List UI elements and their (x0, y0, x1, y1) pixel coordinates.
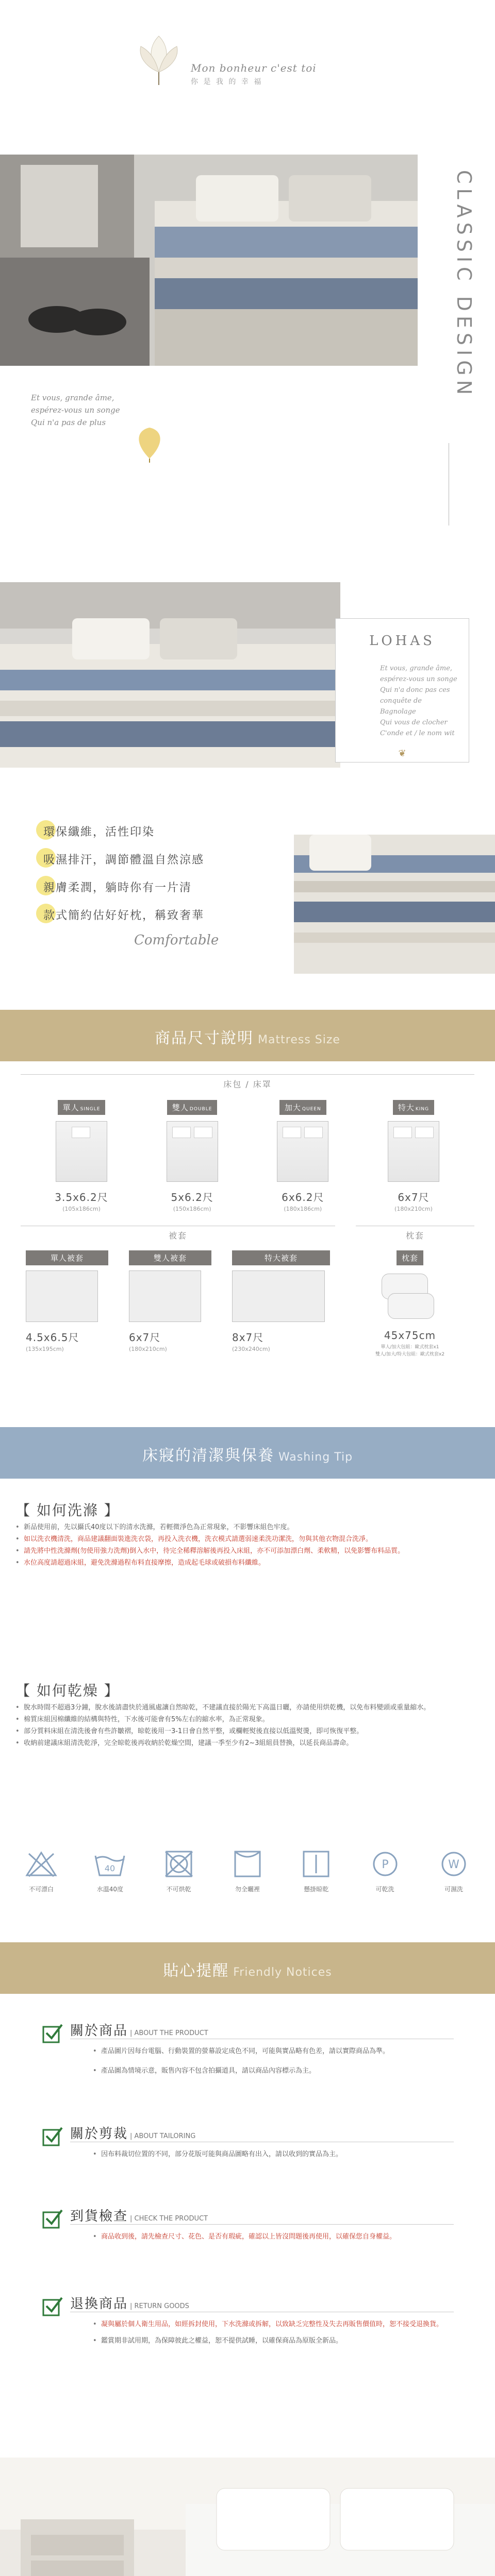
bed-size-card (35, 1100, 128, 1212)
tag-en: QUEEN (302, 1107, 321, 1112)
notice-line (93, 2318, 454, 2331)
no-bleach-icon (24, 1850, 59, 1878)
bedroom-photo (0, 2458, 495, 2576)
pillow-icon (172, 1127, 191, 1138)
care-icon (15, 1850, 67, 1893)
how-dry-heading: 【 如何乾燥 】 (15, 1682, 120, 1699)
size-name: 4.5x6.5尺 (26, 1331, 79, 1344)
bed-icon (277, 1121, 328, 1182)
feature-item (36, 903, 284, 926)
wash-dry-section (15, 1682, 480, 1749)
svg-text:P: P (382, 1858, 389, 1871)
size-tag (167, 1100, 218, 1115)
notice-body (41, 2148, 454, 2161)
lohas-text (380, 663, 457, 739)
pillow-icon (393, 1127, 412, 1138)
checkbox-icon (41, 2022, 64, 2044)
spacer (335, 1244, 356, 1358)
quilt-group-title: 被套 (21, 1226, 335, 1244)
ginkgo-leaf-icon (129, 422, 170, 464)
pillow-icon (304, 1127, 323, 1138)
care-icon (84, 1850, 136, 1893)
size-name: 8x7尺 (232, 1331, 264, 1344)
quilt-icon (129, 1270, 201, 1322)
line-dry-icon (299, 1850, 334, 1878)
feature-item (36, 847, 284, 871)
feature-list (36, 819, 284, 930)
dry-item: • 部分質料床組在清洗後會有些許皺褶，晾乾後用一3-1日會自然平整，或欄輕熨後直接以低溫熨燙，即可恢復平整。 (15, 1725, 480, 1737)
notice-title-en: | ABOUT TAILORING (130, 2132, 196, 2140)
notice-heading (41, 2298, 454, 2313)
care-icon-label: 不可烘乾 (166, 1886, 191, 1893)
wash-item (15, 1557, 480, 1569)
notice-item (41, 2128, 454, 2161)
notice-title-text: 關於剪裁 (70, 2126, 128, 2142)
caption-line: Qui n'a pas de plus (31, 418, 106, 427)
wash-item (15, 1545, 480, 1557)
note-line: 單人/加大包組：歐式枕套x1 (381, 1345, 439, 1350)
wash-40-icon (92, 1850, 127, 1878)
notice-section-header (0, 1942, 495, 1994)
lohas-line: Et vous, grande âme, (380, 665, 453, 672)
size-tag (279, 1100, 326, 1115)
care-icon (428, 1850, 480, 1893)
bed-icon (167, 1121, 218, 1182)
size-dim: (135x195cm) (26, 1346, 64, 1352)
dry-item: • 脫水時間不超過3分鐘，脫水後請盡快於通風處讓自然晾乾，不建議直接於陽光下高溫日曬，亦請使用烘乾機，以免布料變頭或重量縮水。 (15, 1702, 480, 1714)
size-tag: 雙人被套 (129, 1250, 211, 1265)
bed-size-card (367, 1100, 460, 1212)
checkbox-icon (41, 2207, 64, 2230)
dry-item: • 收納前建議床組清洗乾淨，完全晾乾後再收納於乾燥空間，建議一季至少有2~3組組員替換，以延長商品壽命。 (15, 1737, 480, 1749)
size-dim: (105x186cm) (62, 1206, 101, 1212)
pillowcase-icon (356, 1270, 464, 1322)
tag-zh: 加大 (284, 1103, 301, 1112)
tag-zh: 特大 (398, 1103, 415, 1112)
care-icon-label: 不可漂白 (28, 1886, 54, 1893)
pillow-icon (72, 1127, 90, 1138)
lohas-card (335, 618, 469, 762)
size-tag: 枕套 (397, 1250, 423, 1265)
product-bed-photo (0, 582, 340, 768)
wash-item: • 新品使用前，先以攝氏40度以下的清水洗滌，若輕微淨色為正常現象，不影響床組色牢度。 (15, 1521, 480, 1533)
size-dim: (150x186cm) (173, 1206, 211, 1212)
wash-item-text: 水位高度請超過床組，避免洗滌過程布料直接摩擦，造成起毛球或破損布料纖維。 (24, 1559, 266, 1567)
tag-en: SINGLE (80, 1107, 101, 1112)
lohas-line: C'onde et / le nom wit (380, 730, 455, 737)
wet-clean-icon (436, 1850, 471, 1878)
dry-item: • 棉質床組因棉纖維的結構與特性，下水後可能會有5%左右的縮水率，為正常現象。 (15, 1714, 480, 1725)
notice-title (0, 1958, 495, 1980)
wash-title-zh: 床寢的清潔與保養 (142, 1447, 274, 1465)
size-chart (21, 1074, 474, 1358)
size-tag: 單人被套 (26, 1250, 108, 1265)
size-tag (393, 1100, 434, 1115)
product-detail-photo (294, 835, 495, 974)
pillow-card (356, 1244, 464, 1358)
size-tag: 特大被套 (232, 1250, 330, 1265)
size-dim: (180x210cm) (129, 1346, 167, 1352)
care-icon-label: 可濕洗 (444, 1886, 463, 1893)
bed-group-title: 床包 / 床罩 (21, 1074, 474, 1093)
tagline-zh: 你 是 我 的 幸 福 (191, 78, 263, 86)
bed-size-row (21, 1093, 474, 1212)
caption-line: espérez-vous un songe (31, 405, 120, 415)
lohas-line: conquête de Bagnolage (380, 697, 422, 716)
note-line: 雙人/加大/特大包組：歐式枕套x2 (375, 1352, 445, 1357)
size-title (0, 1025, 495, 1048)
bed-size-card (146, 1100, 239, 1212)
caption-line: Et vous, grande âme, (31, 393, 114, 402)
size-title-zh: 商品尺寸說明 (155, 1029, 254, 1047)
wash-section-header (0, 1427, 495, 1479)
lohas-line: Qui vous de clocher (380, 719, 448, 726)
feature-item (36, 875, 284, 899)
notice-title-text: 關於商品 (70, 2023, 128, 2039)
feature-text: 親膚柔潤，躺時你有一片清 (43, 882, 192, 894)
size-dim: (230x240cm) (232, 1346, 270, 1352)
size-name: 45x75cm (384, 1329, 436, 1342)
pillow-icon (415, 1127, 434, 1138)
feature-item (36, 819, 284, 843)
feature-text: 款式簡約估好好枕，稱致奢華 (43, 909, 205, 922)
wash-item (15, 1533, 480, 1545)
notice-line-text: 商品收到後，請先檢查尺寸、花色、是否有瑕疵，確認以上皆沒問題後再使用，以確保您自身權益。 (101, 2233, 397, 2241)
notice-line (93, 2231, 454, 2243)
wash-title-en: Washing Tip (278, 1451, 353, 1464)
bed-icon (56, 1121, 107, 1182)
notice-item (41, 2210, 454, 2243)
checkbox-icon (41, 2295, 64, 2317)
tag-zh: 單人 (62, 1103, 79, 1112)
checkbox-icon (41, 2125, 64, 2147)
notice-title-text: 退換商品 (70, 2296, 128, 2312)
pillow-shape (388, 1293, 434, 1319)
tag-en: KING (415, 1107, 430, 1112)
notice-heading (41, 2128, 454, 2143)
lohas-line: Qui n'a donc pas ces (380, 686, 450, 694)
notice-title-en: | CHECK THE PRODUCT (130, 2215, 208, 2223)
tagline-fr: Mon bonheur c'est toi (191, 62, 317, 74)
signature: Comfortable (134, 933, 219, 948)
vertical-title: CLASSIC DESIGN (453, 170, 475, 400)
notice-body (41, 2045, 454, 2077)
size-name: 6x7尺 (398, 1191, 430, 1204)
how-wash-heading: 【 如何洗滌 】 (15, 1502, 120, 1519)
flourish-icon: ❦ (398, 748, 406, 759)
care-icon (222, 1850, 273, 1893)
tag-en: DOUBLE (189, 1107, 212, 1112)
size-title-en: Mattress Size (258, 1033, 340, 1046)
feature-text: 環保纖維，活性印染 (43, 826, 155, 839)
bed-size-card (256, 1100, 349, 1212)
care-icons (15, 1850, 480, 1893)
quilt-card (26, 1250, 108, 1358)
lohas-brand: LOHAS (369, 633, 435, 649)
notice-title-zh: 貼心提醒 (163, 1962, 229, 1980)
magnolia-flower-icon (128, 26, 190, 88)
size-name: 6x7尺 (129, 1331, 161, 1344)
quilt-pillow-row (21, 1244, 474, 1358)
quilt-card (232, 1250, 330, 1358)
quilt-icon (232, 1270, 325, 1322)
pillow-group-title: 枕套 (356, 1226, 474, 1244)
quilt-icon (26, 1270, 98, 1322)
no-tumble-dry-icon (161, 1850, 196, 1878)
size-name: 6x6.2尺 (282, 1191, 324, 1204)
hero-section (0, 0, 495, 582)
size-tag (58, 1100, 106, 1115)
spacer (335, 1226, 356, 1244)
notice-title-en: Friendly Notices (233, 1966, 332, 1979)
feature-text: 吸濕排汗，調節體溫自然涼感 (43, 854, 205, 867)
notice-line: • 因布料裁切位置的不同，部分花版可能與商品圖略有出入，請以收到的實品為主。 (93, 2148, 454, 2161)
wash-how-section (15, 1504, 480, 1569)
quilt-row (21, 1244, 335, 1358)
notice-line: • 鑑賞期非試用期，為保障彼此之權益，恕不提供試睡，以確保商品為原版全新品。 (93, 2335, 454, 2347)
slippers-photo (0, 258, 150, 366)
notice-line: • 產品圖為情境示意，販售內容不包含拍攝道具，請以商品內容標示為主。 (93, 2065, 454, 2077)
svg-text:40: 40 (105, 1863, 116, 1873)
bed-icon (388, 1121, 439, 1182)
wash-item-text: 如以洗衣機清洗，商品建議翻面裝進洗衣袋，再投入洗衣機，洗衣模式請選弱速柔洗功潔洗，勿與其他衣物混合洗凈。 (24, 1535, 373, 1543)
size-name: 3.5x6.2尺 (55, 1191, 108, 1204)
pillow-icon (283, 1127, 301, 1138)
notice-heading (41, 2025, 454, 2040)
notice-title-text: 到貨檢查 (70, 2209, 128, 2224)
pillow-icon (194, 1127, 212, 1138)
quilt-pillow-titles (21, 1226, 474, 1244)
care-icon (290, 1850, 342, 1893)
care-icon (153, 1850, 205, 1893)
dry-clean-icon (368, 1850, 403, 1878)
pillow-note (356, 1344, 464, 1358)
svg-text:W: W (448, 1858, 459, 1871)
notice-body (41, 2231, 454, 2243)
lohas-line: espérez-vous un songe (380, 675, 457, 683)
notice-item (41, 2025, 454, 2077)
notice-body (41, 2318, 454, 2347)
wash-item-text: 請先將中性洗滌劑(勿使用強力洗劑)倒入水中，待完全稀釋溶解後再投入床組，亦不可添加漂白劑、柔軟精，以免影響布料品質。 (24, 1547, 405, 1555)
notice-title-en: | RETURN GOODS (130, 2302, 189, 2310)
notice-title-en: | ABOUT THE PRODUCT (130, 2029, 208, 2037)
tag-zh: 雙人 (172, 1103, 189, 1112)
wash-title (0, 1443, 495, 1465)
care-icon (359, 1850, 411, 1893)
hero-tagline (191, 62, 325, 87)
care-icon-label: 水溫40度 (96, 1886, 123, 1893)
size-dim: (180x210cm) (394, 1206, 433, 1212)
size-dim: (180x186cm) (284, 1206, 322, 1212)
care-icon-label: 可乾洗 (375, 1886, 394, 1893)
notice-heading (41, 2210, 454, 2225)
notice-line: • 產品圖片因每台電腦、行動裝置的螢幕設定成色不同，可能與實品略有色差，請以實際商品為準。 (93, 2045, 454, 2058)
care-icon-label: 懸掛晾乾 (304, 1886, 329, 1893)
size-name: 5x6.2尺 (171, 1191, 213, 1204)
no-sun-dry-icon (230, 1850, 265, 1878)
notice-line-text: 凝與屬於個人衛生用品，如經拆封使用，下水洗滌或拆解，以致缺乏完整性及失去再販售價值時，恕不接受退換貨。 (101, 2320, 443, 2328)
quilt-card (129, 1250, 211, 1358)
notice-item (41, 2298, 454, 2347)
size-section-header (0, 1010, 495, 1061)
care-icon-label: 勿全曬裡 (235, 1886, 260, 1893)
